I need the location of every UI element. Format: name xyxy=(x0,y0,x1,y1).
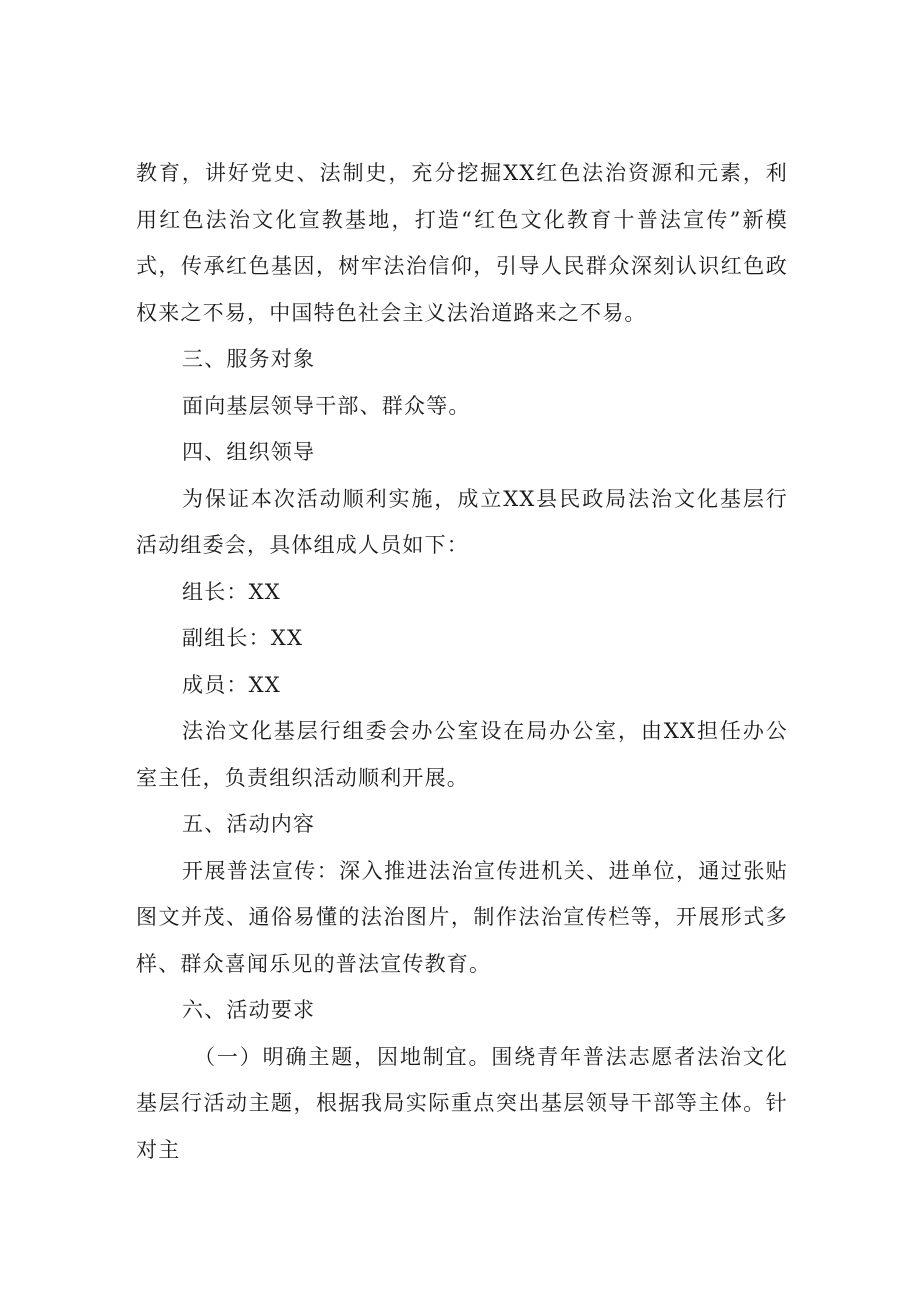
section-heading-service-targets: 三、服务对象 xyxy=(182,347,316,371)
paragraph-intro-continuation: 教育，讲好党史、法制史，充分挖掘XX红色法治资源和元素，利用红色法治文化宣教基地，打造“红色文化教育十普法宣传”新模式，传承红色基因，树牢法治信仰，引导人民群众深刻认识红色政权来之不易，中国特色社会主义法治道路来之不易。 xyxy=(136,161,788,325)
document-body xyxy=(136,150,788,1173)
paragraph-members: 成员：XX xyxy=(182,672,281,697)
paragraph-requirement-one: （一）明确主题，因地制宜。围绕青年普法志愿者法治文化基层行活动主题，根据我局实际重点突出基层领导干部等主体。针对主 xyxy=(136,1044,788,1162)
paragraph-activity-content: 开展普法宣传：深入推进法治宣传进机关、进单位，通过张贴图文并茂、通俗易懂的法治图片，制作法治宣传栏等，开展形式多样、群众喜闻乐见的普法宣传教育。 xyxy=(136,858,788,976)
section-heading-organization: 四、组织领导 xyxy=(182,440,316,464)
paragraph-service-targets: 面向基层领导干部、群众等。 xyxy=(182,393,471,418)
section-heading-activity-requirements: 六、活动要求 xyxy=(182,998,316,1022)
paragraph-organization: 为保证本次活动顺利实施，成立XX县民政局法治文化基层行活动组委会，具体组成人员如下： xyxy=(136,486,788,557)
paragraph-group-leader: 组长：XX xyxy=(182,579,281,604)
paragraph-office: 法治文化基层行组委会办公室设在局办公室，由XX担任办公室主任，负责组织活动顺利开展。 xyxy=(136,719,788,790)
paragraph-deputy-leader: 副组长：XX xyxy=(182,626,304,650)
section-heading-activity-content: 五、活动内容 xyxy=(182,812,316,836)
